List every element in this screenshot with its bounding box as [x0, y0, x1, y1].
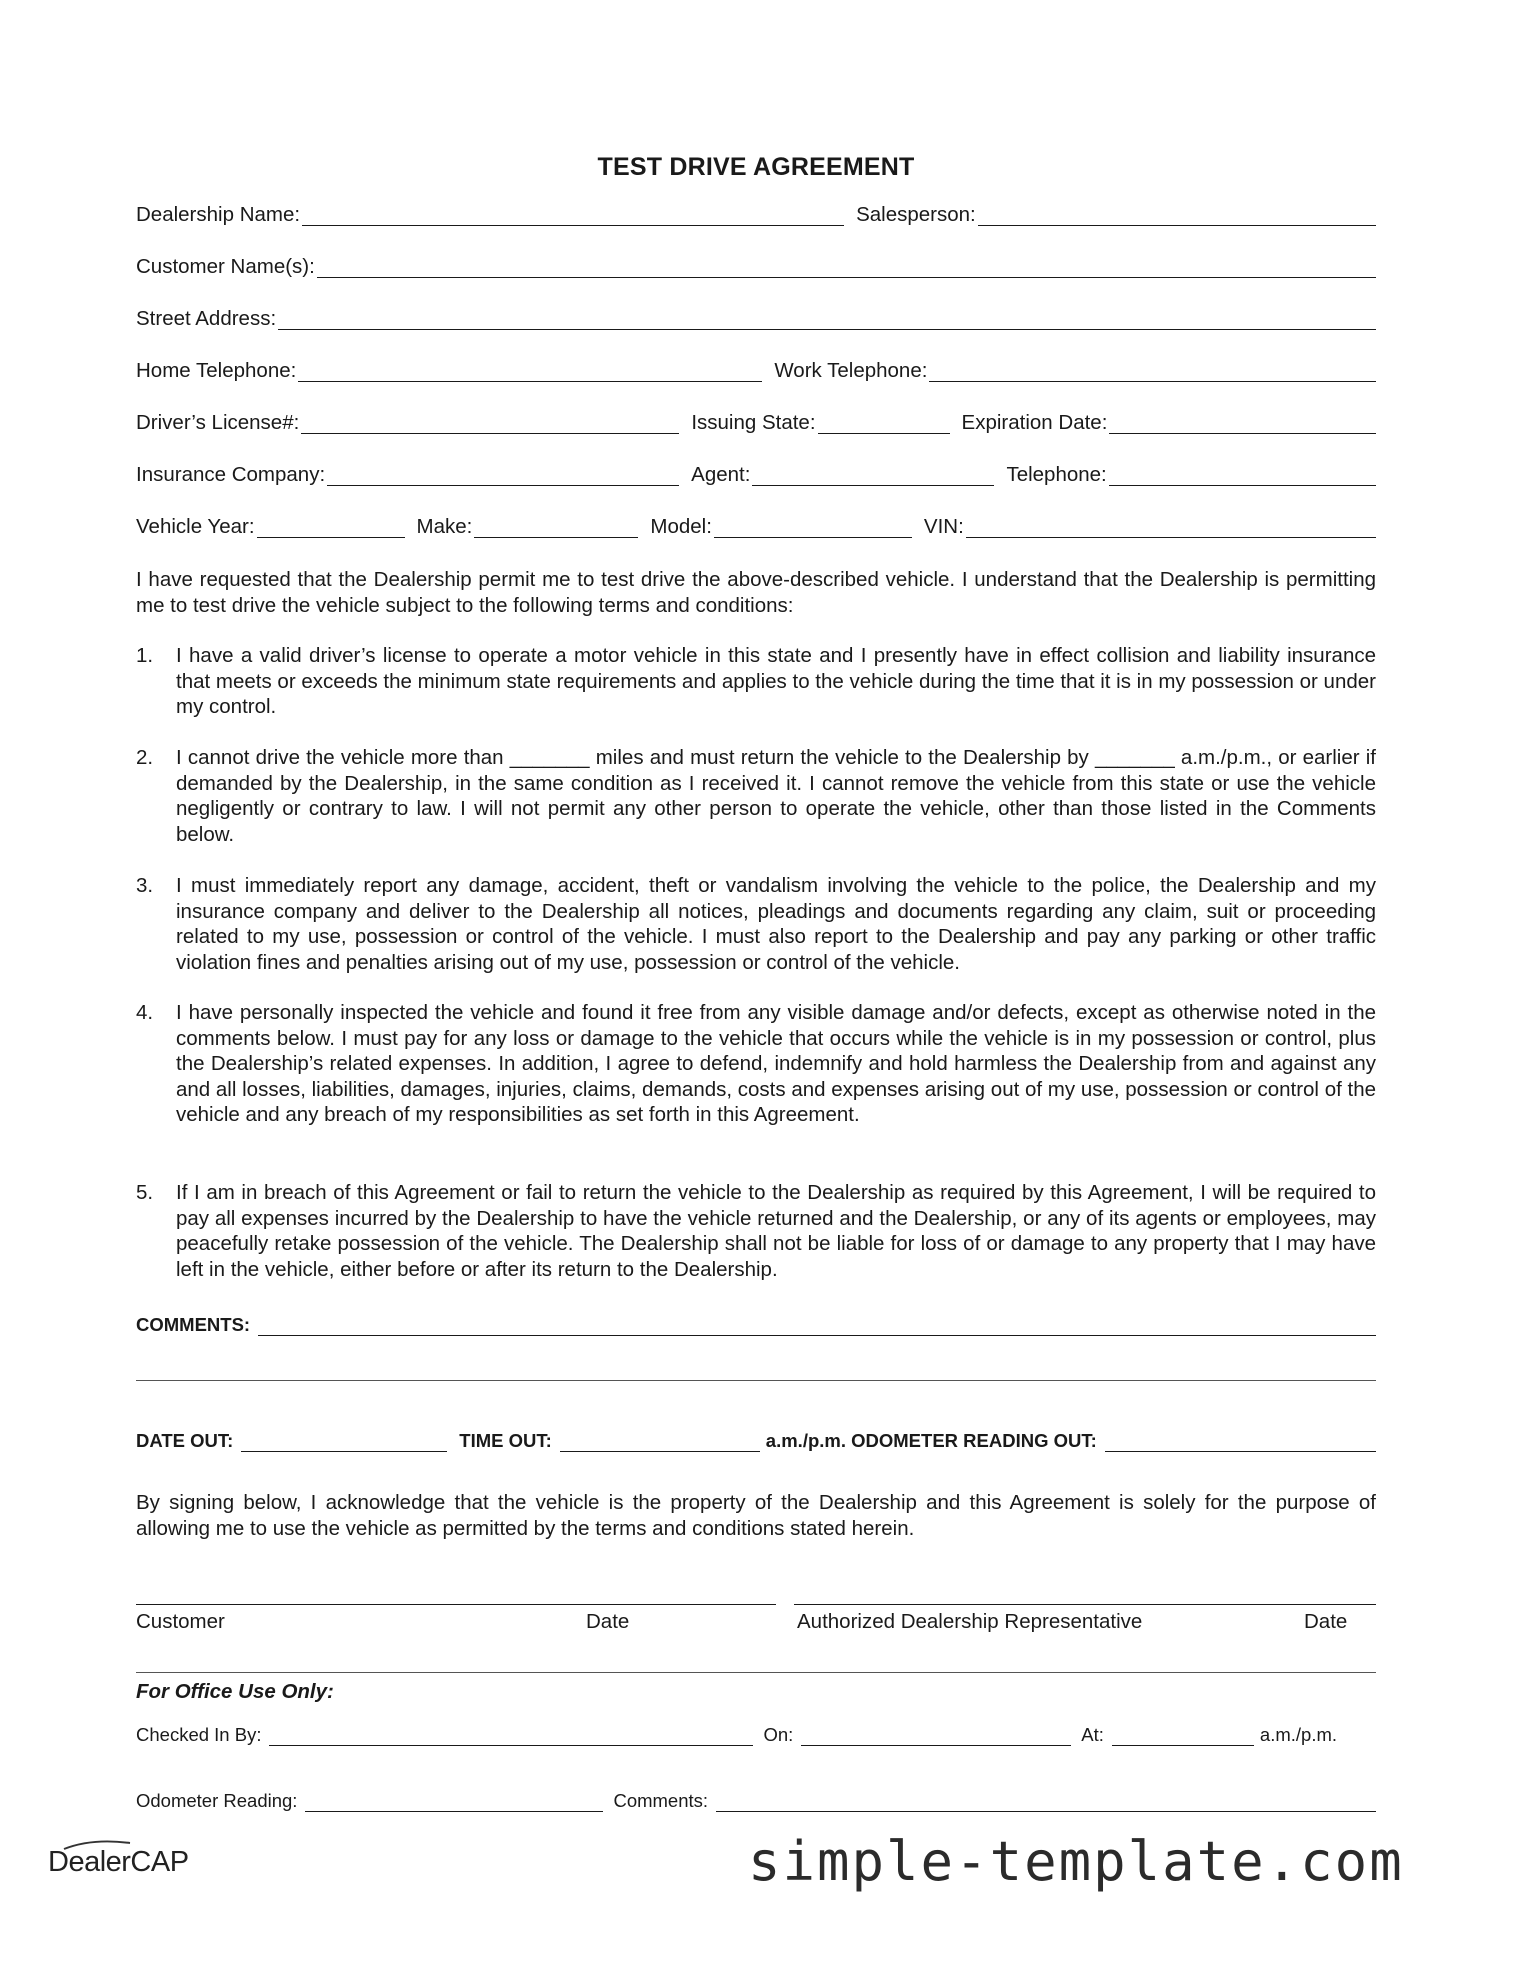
row-checkout: [136, 1426, 1376, 1452]
model-field[interactable]: [714, 518, 912, 538]
term-item: [136, 643, 1376, 720]
office-comments-label: Comments:: [613, 1790, 709, 1811]
odometer-out-label: a.m./p.m. ODOMETER READING OUT:: [765, 1430, 1097, 1451]
checked-in-by-field[interactable]: [269, 1726, 753, 1746]
agent-field[interactable]: [752, 466, 994, 486]
comments-line-2[interactable]: [136, 1380, 1376, 1381]
term-text: I have a valid driver’s license to operate a motor vehicle in this state and I presently have in effect collision and liability insurance that meets or exceeds the minimum state requirements and applies to the vehicle during the time that it is in my possession or under my control.: [176, 644, 1376, 719]
work-telephone-label: Work Telephone:: [774, 359, 928, 382]
vin-field[interactable]: [966, 518, 1376, 538]
checked-in-ampm-label: a.m./p.m.: [1259, 1724, 1338, 1745]
row-license: [136, 408, 1376, 434]
customer-date-label: Date: [586, 1610, 630, 1633]
home-telephone-label: Home Telephone:: [136, 359, 297, 382]
term-item: [136, 745, 1376, 847]
insurance-telephone-label: Telephone:: [1006, 463, 1107, 486]
term-text: I cannot drive the vehicle more than _______ miles and must return the vehicle to the Dealership by _______ a.m./p.m., or earlier if demanded by the Dealership, in the same condition as I received it. I cannot remove the vehicle from this state or use the vehicle negligently or contrary to law. I will not permit any other person to operate the vehicle, other than those listed in the Comments below.: [176, 746, 1376, 846]
time-out-label: TIME OUT:: [459, 1430, 552, 1451]
model-label: Model:: [650, 515, 712, 538]
row-dealership: [136, 200, 1376, 226]
salesperson-field[interactable]: [978, 206, 1376, 226]
date-out-field[interactable]: [241, 1432, 447, 1452]
term-item: [136, 1000, 1376, 1128]
expiration-date-label: Expiration Date:: [961, 411, 1108, 434]
comments-field[interactable]: [258, 1316, 1376, 1336]
row-customer: [136, 252, 1376, 278]
vin-label: VIN:: [923, 515, 964, 538]
intro-paragraph: I have requested that the Dealership permit me to test drive the above-described vehicle. I understand that the Dealership is permitting me to test drive the vehicle subject to the following terms and conditions:: [136, 568, 1376, 617]
term-number: 3.: [136, 874, 154, 897]
term-number: 2.: [136, 746, 154, 769]
insurance-telephone-field[interactable]: [1109, 466, 1376, 486]
row-telephones: [136, 356, 1376, 382]
dealership-name-field[interactable]: [302, 206, 844, 226]
dealercap-logo: [48, 1846, 189, 1879]
issuing-state-label: Issuing State:: [691, 411, 816, 434]
checked-in-at-field[interactable]: [1112, 1726, 1254, 1746]
drivers-license-label: Driver’s License#:: [136, 411, 300, 434]
office-odometer-field[interactable]: [305, 1792, 603, 1812]
representative-signature-label: Authorized Dealership Representative: [797, 1610, 1143, 1633]
customer-signature-line[interactable]: [136, 1604, 776, 1605]
term-text: I have personally inspected the vehicle and found it free from any visible damage and/or defects, except as otherwise noted in the comments below. I must pay for any loss or damage to the vehicle that occurs while the vehicle is in my possession or control, plus the Dealership’s related expenses. In addition, I agree to defend, indemnify and hold harmless the Dealership from and against any and all losses, liabilities, damages, injuries, claims, demands, costs and expenses arising out of my use, possession or control of the vehicle and any breach of my responsibilities as set forth in this Agreement.: [176, 1001, 1376, 1127]
office-use-heading: For Office Use Only:: [136, 1680, 334, 1703]
insurance-company-field[interactable]: [327, 466, 679, 486]
make-field[interactable]: [474, 518, 638, 538]
make-label: Make:: [416, 515, 473, 538]
term-item: [136, 1180, 1376, 1282]
time-out-field[interactable]: [560, 1432, 760, 1452]
agent-label: Agent:: [691, 463, 751, 486]
row-insurance: [136, 460, 1376, 486]
customer-names-label: Customer Name(s):: [136, 255, 315, 278]
term-text: If I am in breach of this Agreement or fail to return the vehicle to the Dealership as required by this Agreement, I will be required to pay all expenses incurred by the Dealership to have the vehicle returned and the Dealership, or any of its agents or employees, may peacefully retake possession of the vehicle. The Dealership shall not be liable for loss of or damage to any property that I may have left in the vehicle, either before or after its return to the Dealership.: [176, 1181, 1376, 1281]
office-comments-field[interactable]: [716, 1792, 1376, 1812]
customer-signature-label: Customer: [136, 1610, 225, 1633]
dealership-name-label: Dealership Name:: [136, 203, 301, 226]
term-item: [136, 873, 1376, 975]
term-text: I must immediately report any damage, accident, theft or vandalism involving the vehicle to the police, the Dealership and my insurance company and deliver to the Dealership all notices, pleadings and documents regarding any claim, suit or proceeding related to my use, possession or control of the vehicle. I must also report to the Dealership and pay any parking or other traffic violation fines and penalties arising out of my use, possession or control of the vehicle.: [176, 874, 1376, 974]
checked-in-on-field[interactable]: [801, 1726, 1071, 1746]
row-address: [136, 304, 1376, 330]
checked-in-by-label: Checked In By:: [136, 1724, 262, 1745]
term-number: 5.: [136, 1181, 154, 1204]
street-address-label: Street Address:: [136, 307, 277, 330]
insurance-company-label: Insurance Company:: [136, 463, 326, 486]
row-checked-in: [136, 1720, 1376, 1746]
office-odometer-label: Odometer Reading:: [136, 1790, 298, 1811]
checked-in-at-label: At:: [1081, 1724, 1104, 1745]
row-office-odometer: [136, 1786, 1376, 1812]
odometer-out-field[interactable]: [1105, 1432, 1376, 1452]
vehicle-year-label: Vehicle Year:: [136, 515, 255, 538]
acknowledgement-paragraph: By signing below, I acknowledge that the vehicle is the property of the Dealership and this Agreement is solely for the purpose of allowing me to use the vehicle as permitted by the terms and conditions stated herein.: [136, 1491, 1376, 1540]
drivers-license-field[interactable]: [301, 414, 679, 434]
term-number: 1.: [136, 644, 154, 667]
salesperson-label: Salesperson:: [856, 203, 976, 226]
page-title: TEST DRIVE AGREEMENT: [597, 153, 915, 181]
home-telephone-field[interactable]: [298, 362, 762, 382]
term-number: 4.: [136, 1001, 154, 1024]
office-divider: [136, 1672, 1376, 1673]
work-telephone-field[interactable]: [929, 362, 1376, 382]
comments-label: COMMENTS:: [136, 1314, 251, 1335]
customer-names-field[interactable]: [317, 258, 1376, 278]
row-comments: [136, 1310, 1376, 1336]
date-out-label: DATE OUT:: [136, 1430, 234, 1451]
logo-text: DealerCAP: [48, 1846, 189, 1878]
row-vehicle: [136, 512, 1376, 538]
expiration-date-field[interactable]: [1109, 414, 1376, 434]
watermark-text: simple-template.com: [748, 1830, 1404, 1893]
representative-date-label: Date: [1304, 1610, 1348, 1633]
issuing-state-field[interactable]: [818, 414, 950, 434]
logo-swoosh-icon: [62, 1840, 132, 1850]
checked-in-on-label: On:: [763, 1724, 794, 1745]
street-address-field[interactable]: [278, 310, 1376, 330]
representative-signature-line[interactable]: [794, 1604, 1376, 1605]
vehicle-year-field[interactable]: [257, 518, 405, 538]
